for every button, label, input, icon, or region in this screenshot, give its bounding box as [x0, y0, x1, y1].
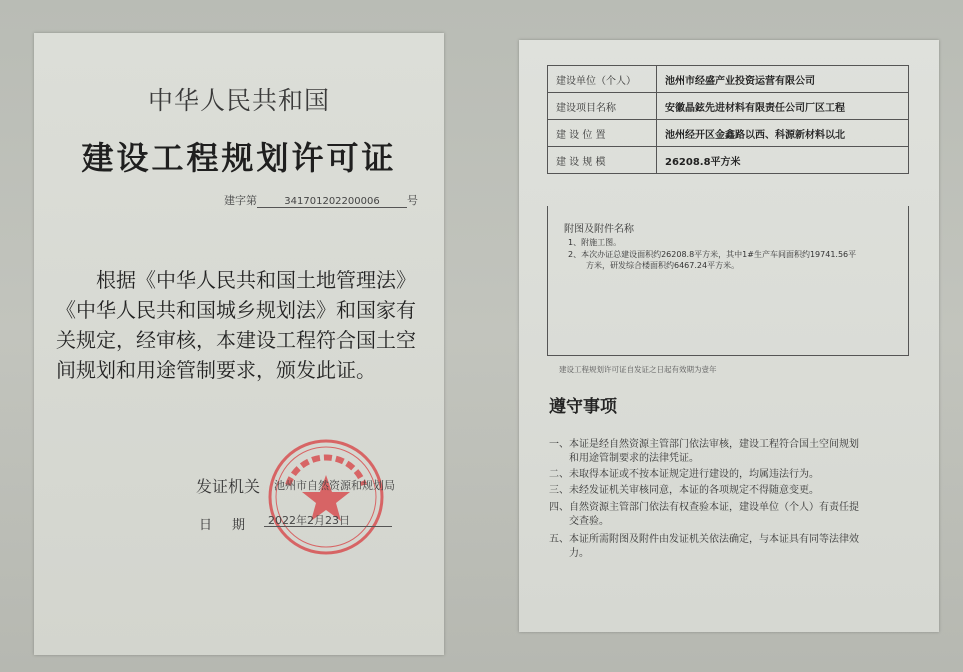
date-underline: [264, 526, 392, 527]
row-value: 池州市经盛产业投资运营有限公司: [657, 66, 909, 93]
row-label: 建设单位（个人）: [548, 66, 657, 93]
cert-suffix: 号: [407, 194, 418, 207]
rule-item: 二、未取得本证或不按本证规定进行建设的，均属违法行为。: [549, 469, 819, 480]
cert-prefix: 建字第: [224, 194, 257, 207]
certificate-title: 建设工程规划许可证: [81, 139, 397, 177]
project-info-table: [547, 65, 909, 174]
row-label: 建设项目名称: [548, 93, 657, 120]
rule-item: 四、自然资源主管部门依法有权查验本证，建设单位（个人）有责任提: [549, 502, 859, 513]
validity-note: 建设工程规划许可证自发证之日起有效期为壹年: [559, 365, 717, 374]
row-value: 26208.8平方米: [657, 147, 909, 174]
certificate-number: 341701202200006: [257, 196, 407, 208]
row-label: 建 设 规 模: [548, 147, 657, 174]
attachment-item: 2、本次办证总建设面积约26208.8平方米，其中1#生产车间面积约19741.56平: [568, 250, 857, 259]
certificate-left-page: [34, 33, 444, 655]
rule-item: 力。: [549, 548, 589, 559]
rule-item: 五、本证所需附图及附件由发证机关依法确定，与本证具有同等法律效: [549, 534, 859, 545]
certificate-body-text: 根据《中华人民共和国土地管理法》《中华人民共和国城乡规划法》和国家有关规定，经审核，本建设工程符合国土空间规划和用途管制要求，颁发此证。: [56, 268, 416, 382]
attachments-box: [547, 206, 909, 356]
rule-item: 和用途管制要求的法律凭证。: [549, 453, 699, 464]
table-row: [548, 66, 909, 93]
country-name: 中华人民共和国: [147, 86, 330, 115]
issue-date: 2022年2月23日: [268, 514, 350, 527]
attachment-item-continued: 方米，研发综合楼面积约6467.24平方米。: [586, 261, 740, 270]
certificate-right-page: [519, 40, 939, 632]
table-row: [548, 120, 909, 147]
rule-item: 交查验。: [549, 516, 609, 527]
rules-title: 遵守事项: [549, 397, 617, 417]
table-row: [548, 93, 909, 120]
row-label: 建 设 位 置: [548, 120, 657, 147]
rule-item: 一、本证是经自然资源主管部门依法审核，建设工程符合国土空间规划: [549, 439, 859, 450]
rule-item: 三、未经发证机关审核同意，本证的各项规定不得随意变更。: [549, 485, 819, 496]
row-value: 池州经开区金鑫路以西、科源新材料以北: [657, 120, 909, 147]
attachments-title: 附图及附件名称: [564, 224, 634, 235]
date-label: 日期: [199, 518, 266, 533]
row-value: 安徽晶鉉先进材料有限责任公司厂区工程: [657, 93, 909, 120]
table-row: [548, 147, 909, 174]
issuer-label: 发证机关: [196, 477, 261, 496]
issuer-value: 池州市自然资源和规划局: [274, 479, 395, 492]
attachment-item: 1、附施工图。: [568, 238, 622, 247]
certificate-number-row: [224, 192, 418, 208]
official-seal: [266, 437, 386, 557]
